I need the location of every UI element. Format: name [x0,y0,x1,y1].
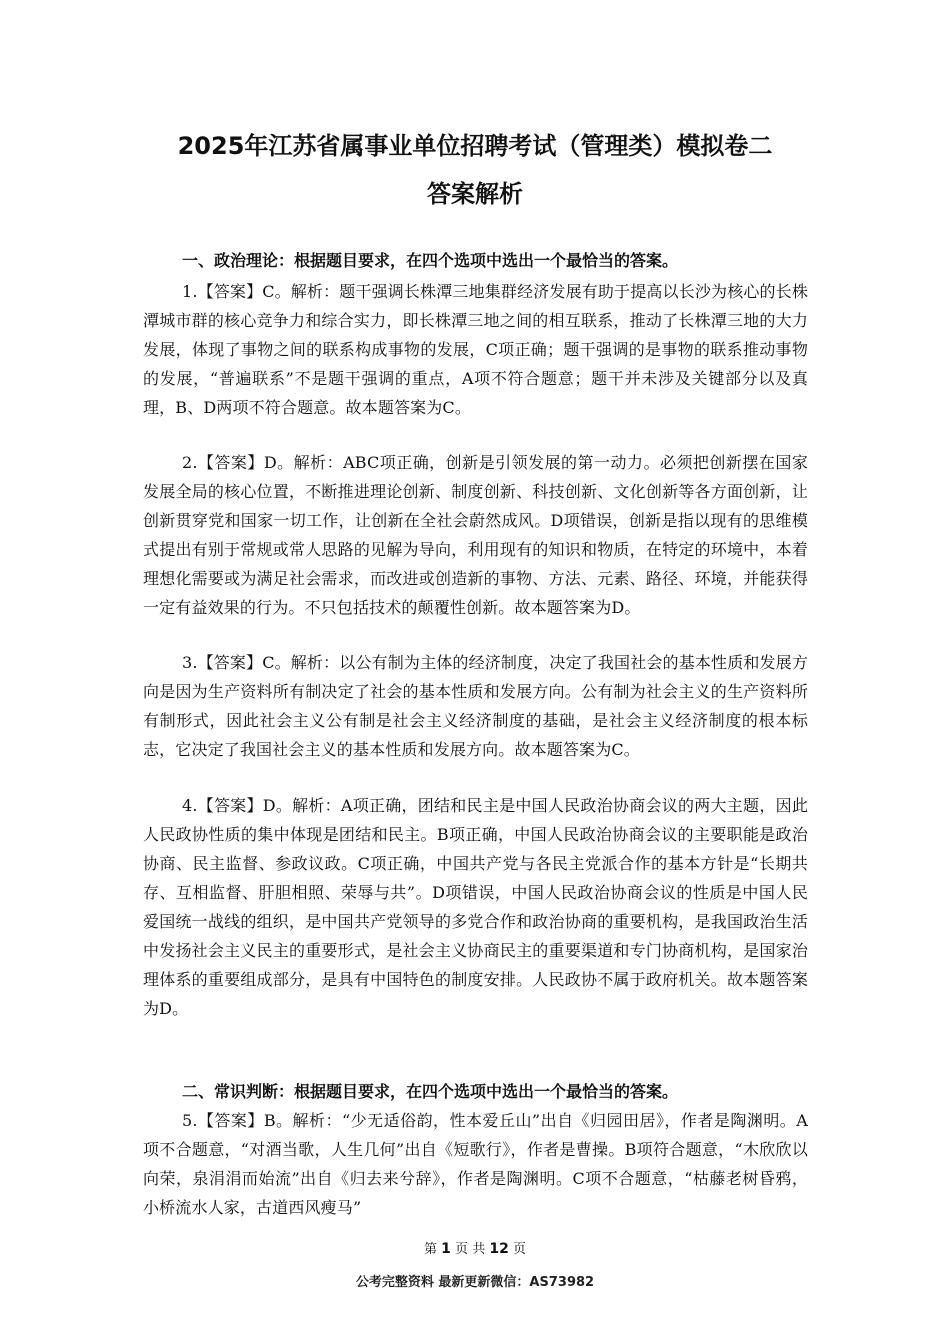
footer-current-page: 1 [441,1241,451,1257]
section-heading-common-sense: 二、常识判断：根据题目要求，在四个选项中选出一个最恰当的答案。 [182,1082,679,1101]
answer-paragraph-1: 1.【答案】C。解析：题干强调长株潭三地集群经济发展有助于提高以长沙为核心的长株潭城市群的核心竞争力和综合实力，即长株潭三地之间的相互联系，推动了长株潭三地的大力发展，体现了事物之间的联系构成事物的发展，C项正确；题干强调的是事物的联系推动事物的发展，“普遍联系”不是题干强调的重点，A项不符合题意；题干并未涉及关键部分以及真理，B、D两项不符合题意。故本题答案为C。 [143,282,808,417]
footer-suffix: 页 [512,1242,526,1257]
wechat-watermark: 公考完整资料 最新更新微信：AS73982 [355,1275,595,1290]
footer-prefix: 第 [424,1242,438,1257]
answer-paragraph-5: 5.【答案】B。解析：“少无适俗韵，性本爱丘山”出自《归园田居》，作者是陶渊明。A项不合题意，“对酒当歌，人生几何”出自《短歌行》，作者是曹操。B项符合题意，“木欣欣以向荣，泉涓涓而始流”出自《归去来兮辞》，作者是陶渊明。C项不合题意，“枯藤老树昏鸦，小桥流水人家，古道西风瘦马” [143,1111,808,1217]
answer-paragraph-2: 2.【答案】D。解析：ABC项正确，创新是引领发展的第一动力。必须把创新摆在国家发展全局的核心位置，不断推进理论创新、制度创新、科技创新、文化创新等各方面创新，让创新贯穿党和国家一切工作，让创新在全社会蔚然成风。D项错误，创新是指以现有的思维模式提出有别于常规或常人思路的见解为导向，利用现有的知识和物质，在特定的环境中，本着理想化需要或为满足社会需求，而改进或创造新的事物、方法、元素、路径、环境，并能获得一定有益效果的行为。不只包括技术的颠覆性创新。故本题答案为D。 [143,453,808,617]
page-footer [0,1238,950,1257]
answer-paragraph-3: 3.【答案】C。解析：以公有制为主体的经济制度，决定了我国社会的基本性质和发展方向是因为生产资料所有制决定了社会的基本性质和发展方向。公有制为社会主义的生产资料所有制形式，因此社会主义公有制是社会主义经济制度的基础，是社会主义经济制度的根本标志，它决定了我国社会主义的基本性质和发展方向。故本题答案为C。 [143,653,808,759]
answer-paragraph-4: 4.【答案】D。解析：A项正确，团结和民主是中国人民政治协商会议的两大主题，因此人民政协性质的集中体现是团结和民主。B项正确，中国人民政治协商会议的主要职能是政治协商、民主监督、参政议政。C项正确，中国共产党与各民主党派合作的基本方针是“长期共存、互相监督、肝胆相照、荣辱与共”。D项错误，中国人民政治协商会议的性质是中国人民爱国统一战线的组织，是中国共产党领导的多党合作和政治协商的重要机构，是我国政治生活中发扬社会主义民主的重要形式，是社会主义协商民主的重要渠道和专门协商机构，是国家治理体系的重要组成部分，是具有中国特色的制度安排。人民政协不属于政府机关。故本题答案为D。 [143,796,808,1018]
section-heading-politics: 一、政治理论：根据题目要求，在四个选项中选出一个最恰当的答案。 [182,251,679,270]
document-title: 2025年江苏省属事业单位招聘考试（管理类）模拟卷二 [177,132,773,160]
footer-middle: 页 共 [455,1242,486,1257]
document-subtitle: 答案解析 [427,180,523,208]
footer-total-pages: 12 [489,1241,509,1257]
